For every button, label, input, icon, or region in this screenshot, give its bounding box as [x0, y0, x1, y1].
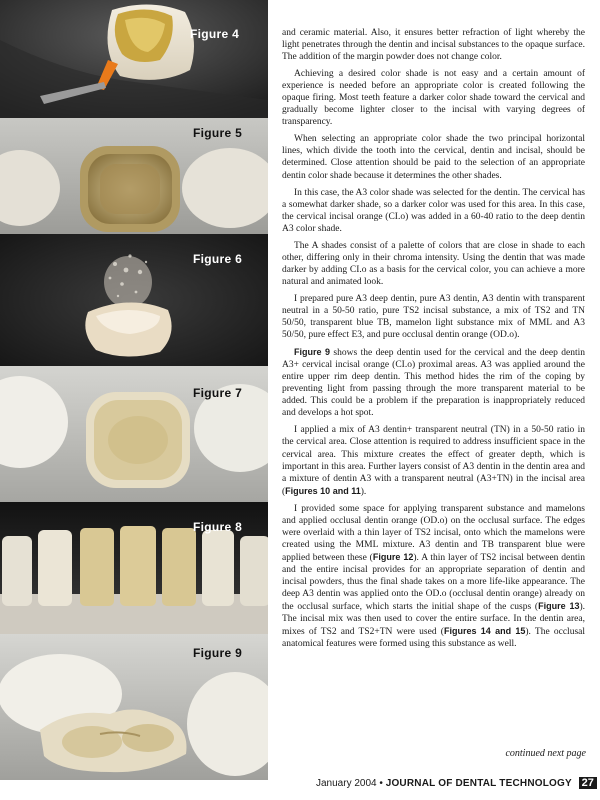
figure-reference: Figures 10 and 11 — [285, 485, 361, 496]
paragraph — [282, 346, 585, 419]
paragraph: Achieving a desired color shade is not easy and a certain amount of experience is needed before an appropriate color is created following the opaque firing. Most teeth feature a darker color shade toward the cervical and gradually become lighter closer to the incisal with varying degrees of transparency. — [282, 69, 585, 128]
figure-reference: Figure 13 — [538, 601, 580, 612]
figure-label: Figure 7 — [193, 386, 243, 400]
article-body — [282, 27, 585, 650]
page-footer — [316, 777, 597, 789]
figure-label: Figure 9 — [193, 646, 243, 660]
paragraph — [282, 424, 585, 497]
paragraph-text: ). A thin layer of TS2 incisal between dentin and the entire incisal provides for an appropriate separation of dentin and incisal powders, thus the final shade takes on a more life-like appearance. The deep A3 dentin was applied onto the OD.o (occlusal dentin orange) already on the occlusal surface, which starts the initial shape of the cusps ( — [282, 552, 586, 613]
figure-8-photo — [0, 502, 268, 634]
paragraph-text: shows the deep dentin used for the cervical and the deep dentin A3+ cervical incisal orange (CI.o) proximal areas. A3 was applied around the entire upper rim deep dentin. This method hides the rim of the coping by preventing light from passing through the more transparent material to be added. This could be a problem if the preparation is inappropriately reduced and develops a hot spot. — [282, 348, 585, 419]
issue-date: January 2004 — [316, 778, 377, 789]
paragraph — [282, 503, 585, 651]
figure-5-photo — [0, 118, 268, 234]
figure-label: Figure 6 — [193, 252, 243, 266]
figure-reference: Figure 9 — [294, 347, 331, 358]
figure-7-photo — [0, 366, 268, 502]
paragraph-text: ). — [360, 486, 367, 497]
page-number: 27 — [579, 777, 597, 789]
paragraph: When selecting an appropriate color shade the two principal horizontal lines, which divide the tooth into the cervical, dentin and incisal, should be determined. Close attention should be paid to the selection of an appropriate dentin color shade because it determines the other shades. — [282, 134, 585, 181]
figure-4-photo — [0, 0, 268, 118]
paragraph-text: I provided some space for applying transparent substance and mamelons and applied occlusal dentin orange (OD.o) on the occlusal surface. The edges were overlaid with a thin layer of TS2 incisal, onto which the mamelons were created using the MML mixture. A3 dentin and TB transparent blue were applied between these ( — [282, 503, 585, 563]
paragraph-text: ). The incisal mix was then used to cover the entire surface. In the dentin area, mixes of TS2 and TS2+TN were used ( — [282, 602, 585, 638]
paragraph: I prepared pure A3 deep dentin, pure A3 dentin, A3 dentin with transparent neutral in a 50-50 ratio, pure TS2 incisal substance, a mix of TS2 and TN 50/50, transparent blue TB, mamelon light substance mix of MML and A3 50/50, pure effect E3, and pure occlusal dentin orange (OD.o). — [282, 293, 585, 341]
figure-9-photo — [0, 634, 268, 780]
journal-title: JOURNAL OF DENTAL TECHNOLOGY — [385, 778, 572, 789]
continued-note: continued next page — [505, 748, 586, 759]
paragraph: and ceramic material. Also, it ensures better refraction of light whereby the light penetrates through the dentin and incisal substances to the opaque surface. The addition of the margin powder does not change color. — [282, 28, 585, 63]
paragraph-text: I applied a mix of A3 dentin+ transparent neutral (TN) in a 50-50 ratio in the cervical area. Close attention is required to address insufficient space in the cervical area. This mixture creates the effect of greater depth, which is important in this area. Further layers consist of A3 dentin in the dentin area and a mixture of dentin A3 with a transparent neutral (A3+TN) in the incisal area ( — [282, 425, 585, 497]
figure-reference: Figures 14 and 15 — [443, 626, 526, 637]
figure-reference: Figure 12 — [372, 551, 414, 562]
paragraph-text: ). The occlusal anatomical features were formed using this substance as well. — [282, 627, 586, 650]
figure-6-photo — [0, 234, 268, 366]
paragraph: In this case, the A3 color shade was selected for the dentin. The cervical has a somewhat darker shade, so a darker color was used for this area. In this case, the cervical incisal orange (CI.o) was added in a 60-40 ratio to the deep dentin A3 color shade. — [282, 187, 585, 234]
figure-label: Figure 4 — [190, 27, 240, 41]
figure-column — [0, 0, 268, 780]
paragraph: The A shades consist of a palette of colors that are close in shade to each other, differing only in their chroma intensity. Using the dentin that was made darker by adding CI.o as a basis for the cervical color, you can achieve a more natural and animated look. — [282, 240, 585, 287]
figure-label: Figure 5 — [193, 126, 243, 140]
figure-label: Figure 8 — [193, 520, 243, 534]
bullet-separator: • — [379, 778, 383, 789]
